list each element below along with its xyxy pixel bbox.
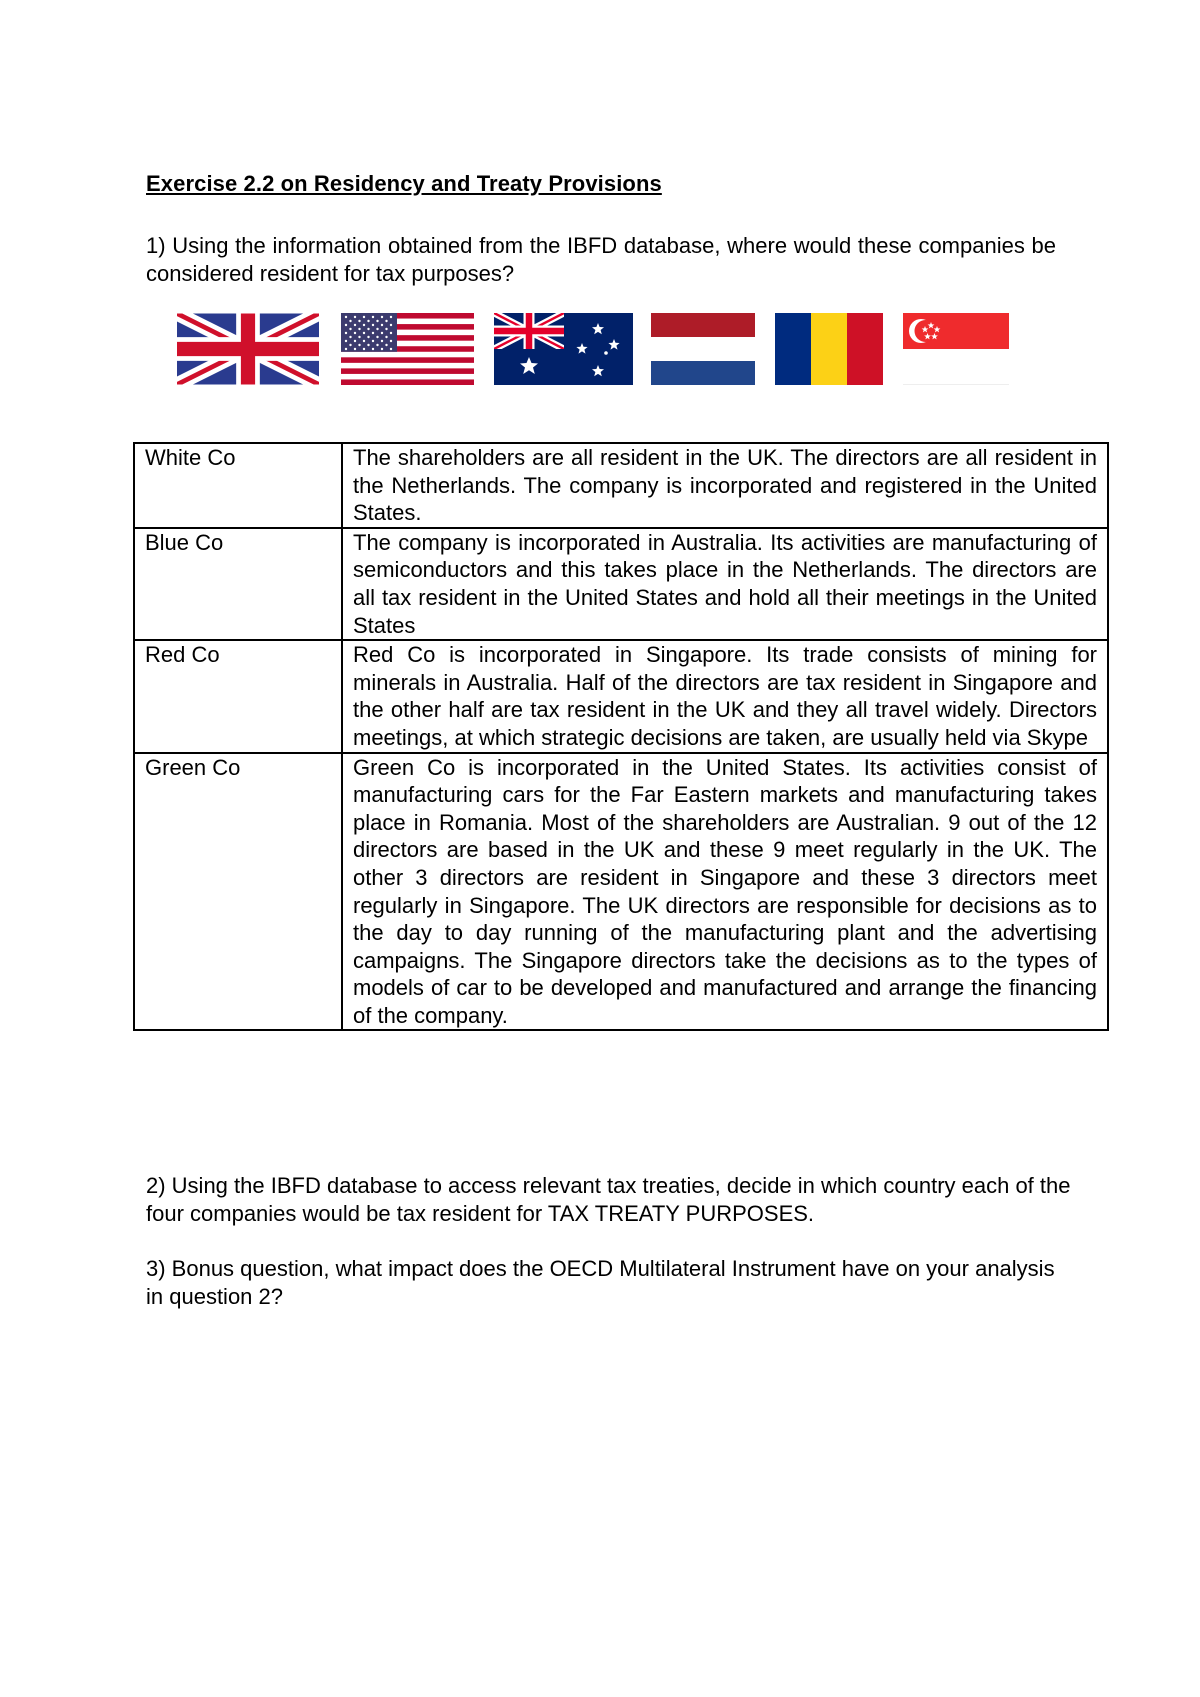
company-facts-table [133,442,1109,1031]
question-1: 1) Using the information obtained from the IBFD database, where would these companies be considered resident for tax purposes? [146,233,1056,286]
australia-flag-icon [494,313,633,385]
company-name: Green Co [134,753,342,1031]
netherlands-flag-icon [651,313,755,385]
company-name: Red Co [134,640,342,752]
table-row [134,528,1108,640]
question-2: 2) Using the IBFD database to access relevant tax treaties, decide in which country each of the four companies would be tax resident for TAX TREATY PURPOSES. [146,1173,1071,1226]
table-row [134,443,1108,528]
company-name: White Co [134,443,342,528]
table-row [134,640,1108,752]
romania-flag-icon [775,313,883,385]
company-facts: Red Co is incorporated in Singapore. Its trade consists of mining for minerals in Australia. Half of the directors are tax resident in Singapore and the other half are tax resident in the UK and they all travel widely. Directors meetings, at which strategic decisions are taken, are usually held via Skype [342,640,1108,752]
company-facts: The shareholders are all resident in the UK. The directors are all resident in the Netherlands. The company is incorporated and registered in the United States. [342,443,1108,528]
us-flag-icon [341,313,474,385]
exercise-title: Exercise 2.2 on Residency and Treaty Provisions [146,171,662,196]
company-facts: The company is incorporated in Australia. Its activities are manufacturing of semiconductors and this takes place in the Netherlands. The directors are all tax resident in the United States and hold all their meetings in the United States [342,528,1108,640]
company-name: Blue Co [134,528,342,640]
table-row [134,753,1108,1031]
uk-flag-icon [177,313,319,385]
flag-row [177,313,1027,389]
singapore-flag-icon [903,313,1009,385]
question-3: 3) Bonus question, what impact does the OECD Multilateral Instrument have on your analysis in question 2? [146,1256,1055,1309]
company-facts: Green Co is incorporated in the United States. Its activities consist of manufacturing cars for the Far Eastern markets and manufacturing takes place in Romania. Most of the shareholders are Australian. 9 out of the 12 directors are based in the UK and these 9 meet regularly in the UK. The other 3 directors are resident in Singapore and these 3 directors meet regularly in Singapore. The UK directors are responsible for decisions as to the day to day running of the manufacturing plant and the advertising campaigns. The Singapore directors take the decisions as to the types of models of car to be developed and manufactured and arrange the financing of the company. [342,753,1108,1031]
